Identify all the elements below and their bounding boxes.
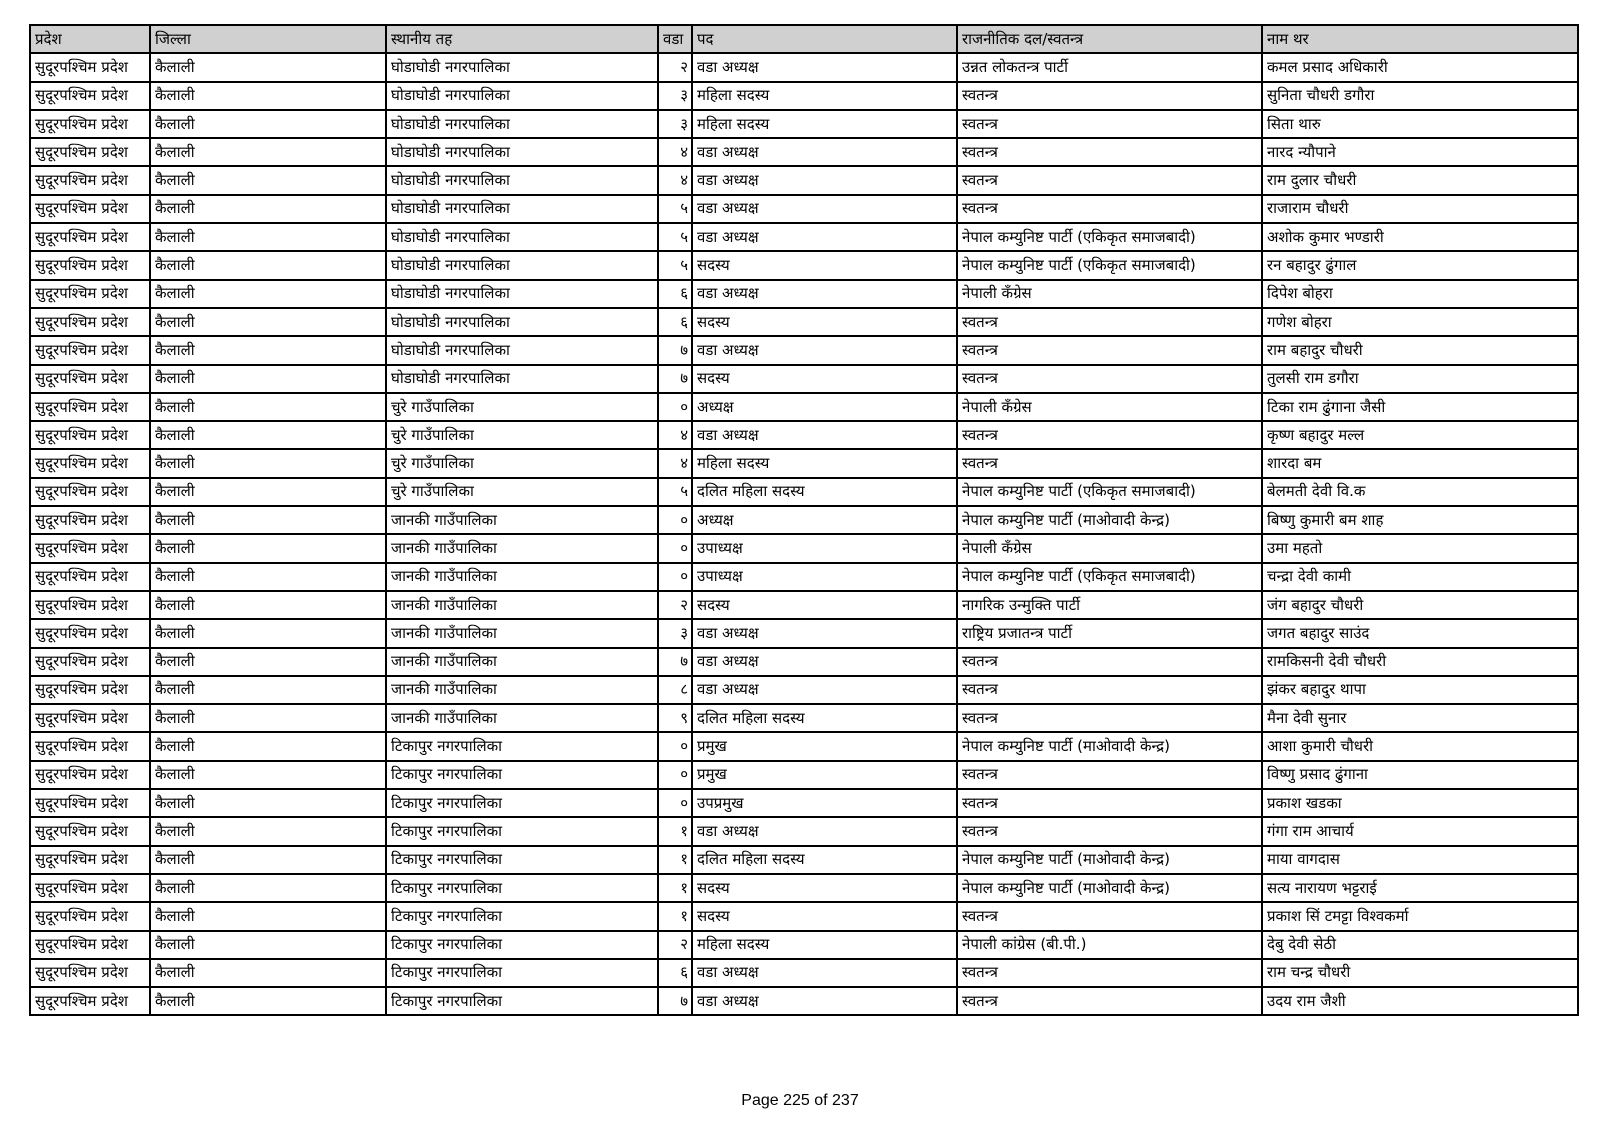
- cell-party: स्वतन्त्र: [957, 449, 1262, 477]
- table-row: [30, 478, 1578, 506]
- cell-name: देबु देवी सेठी: [1262, 931, 1578, 959]
- cell-province: सुदूरपश्चिम प्रदेश: [30, 506, 150, 534]
- cell-party: स्वतन्त्र: [957, 110, 1262, 138]
- table-row: [30, 449, 1578, 477]
- cell-name: प्रकाश खडका: [1262, 789, 1578, 817]
- table-row: [30, 761, 1578, 789]
- cell-district: कैलाली: [150, 789, 386, 817]
- table-row: [30, 846, 1578, 874]
- cell-ward: १: [658, 846, 692, 874]
- cell-name: बिष्णु कुमारी बम शाह: [1262, 506, 1578, 534]
- cell-party: नेपाली कँग्रेस: [957, 534, 1262, 562]
- cell-local-level: टिकापुर नगरपालिका: [386, 817, 658, 845]
- table-row: [30, 336, 1578, 364]
- cell-party: उन्नत लोकतन्त्र पार्टी: [957, 53, 1262, 81]
- cell-party: स्वतन्त्र: [957, 138, 1262, 166]
- cell-district: कैलाली: [150, 421, 386, 449]
- cell-ward: ०: [658, 393, 692, 421]
- cell-province: सुदूरपश्चिम प्रदेश: [30, 336, 150, 364]
- cell-name: तुलसी राम डगौरा: [1262, 365, 1578, 393]
- cell-local-level: जानकी गाउँपालिका: [386, 648, 658, 676]
- cell-party: स्वतन्त्र: [957, 817, 1262, 845]
- cell-local-level: चुरे गाउँपालिका: [386, 478, 658, 506]
- cell-ward: ६: [658, 280, 692, 308]
- cell-ward: १: [658, 817, 692, 845]
- cell-name: झंकर बहादुर थापा: [1262, 676, 1578, 704]
- cell-name: माया वागदास: [1262, 846, 1578, 874]
- cell-province: सुदूरपश्चिम प्रदेश: [30, 478, 150, 506]
- cell-ward: ७: [658, 648, 692, 676]
- header-province: प्रदेश: [30, 25, 150, 53]
- cell-ward: ०: [658, 732, 692, 760]
- cell-province: सुदूरपश्चिम प्रदेश: [30, 987, 150, 1015]
- cell-province: सुदूरपश्चिम प्रदेश: [30, 251, 150, 279]
- cell-post: महिला सदस्य: [692, 82, 957, 110]
- cell-province: सुदूरपश्चिम प्रदेश: [30, 223, 150, 251]
- cell-name: रन बहादुर ढुंगाल: [1262, 251, 1578, 279]
- cell-party: नेपाल कम्युनिष्ट पार्टी (माओवादी केन्द्र): [957, 846, 1262, 874]
- cell-province: सुदूरपश्चिम प्रदेश: [30, 704, 150, 732]
- cell-post: महिला सदस्य: [692, 110, 957, 138]
- cell-local-level: घोडाघोडी नगरपालिका: [386, 138, 658, 166]
- cell-province: सुदूरपश्चिम प्रदेश: [30, 449, 150, 477]
- cell-local-level: जानकी गाउँपालिका: [386, 506, 658, 534]
- cell-local-level: टिकापुर नगरपालिका: [386, 959, 658, 987]
- cell-party: स्वतन्त्र: [957, 959, 1262, 987]
- header-party: राजनीतिक दल/स्वतन्त्र: [957, 25, 1262, 53]
- header-post: पद: [692, 25, 957, 53]
- cell-district: कैलाली: [150, 704, 386, 732]
- cell-local-level: घोडाघोडी नगरपालिका: [386, 82, 658, 110]
- cell-province: सुदूरपश्चिम प्रदेश: [30, 563, 150, 591]
- table-row: [30, 195, 1578, 223]
- cell-post: वडा अध्यक्ष: [692, 280, 957, 308]
- table-row: [30, 817, 1578, 845]
- cell-name: उदय राम जैशी: [1262, 987, 1578, 1015]
- table-row: [30, 138, 1578, 166]
- cell-ward: २: [658, 931, 692, 959]
- header-name: नाम थर: [1262, 25, 1578, 53]
- cell-party: नेपाल कम्युनिष्ट पार्टी (एकिकृत समाजबादी): [957, 478, 1262, 506]
- cell-province: सुदूरपश्चिम प्रदेश: [30, 138, 150, 166]
- table-row: [30, 421, 1578, 449]
- table-row: [30, 365, 1578, 393]
- cell-province: सुदूरपश्चिम प्रदेश: [30, 82, 150, 110]
- cell-local-level: टिकापुर नगरपालिका: [386, 732, 658, 760]
- cell-post: वडा अध्यक्ष: [692, 166, 957, 194]
- cell-local-level: जानकी गाउँपालिका: [386, 563, 658, 591]
- cell-post: वडा अध्यक्ष: [692, 223, 957, 251]
- cell-party: नेपाल कम्युनिष्ट पार्टी (माओवादी केन्द्र): [957, 506, 1262, 534]
- page-footer: Page 225 of 237: [741, 1092, 859, 1109]
- cell-province: सुदूरपश्चिम प्रदेश: [30, 619, 150, 647]
- cell-name: जंग बहादुर चौधरी: [1262, 591, 1578, 619]
- cell-party: स्वतन्त्र: [957, 761, 1262, 789]
- table-row: [30, 902, 1578, 930]
- cell-post: वडा अध्यक्ष: [692, 648, 957, 676]
- cell-name: सिता थारु: [1262, 110, 1578, 138]
- cell-province: सुदूरपश्चिम प्रदेश: [30, 421, 150, 449]
- cell-party: नेपाल कम्युनिष्ट पार्टी (एकिकृत समाजबादी): [957, 251, 1262, 279]
- table-row: [30, 534, 1578, 562]
- table-row: [30, 110, 1578, 138]
- table-row: [30, 959, 1578, 987]
- cell-district: कैलाली: [150, 478, 386, 506]
- cell-party: स्वतन्त्र: [957, 676, 1262, 704]
- cell-post: सदस्य: [692, 591, 957, 619]
- cell-name: नारद न्यौपाने: [1262, 138, 1578, 166]
- cell-district: कैलाली: [150, 365, 386, 393]
- cell-name: जगत बहादुर साउंद: [1262, 619, 1578, 647]
- cell-province: सुदूरपश्चिम प्रदेश: [30, 648, 150, 676]
- cell-ward: २: [658, 53, 692, 81]
- table-row: [30, 166, 1578, 194]
- cell-district: कैलाली: [150, 732, 386, 760]
- table-row: [30, 732, 1578, 760]
- cell-district: कैलाली: [150, 280, 386, 308]
- cell-district: कैलाली: [150, 534, 386, 562]
- table-row: [30, 987, 1578, 1015]
- cell-local-level: जानकी गाउँपालिका: [386, 676, 658, 704]
- cell-name: राजाराम चौधरी: [1262, 195, 1578, 223]
- cell-district: कैलाली: [150, 874, 386, 902]
- cell-name: आशा कुमारी चौधरी: [1262, 732, 1578, 760]
- cell-district: कैलाली: [150, 166, 386, 194]
- cell-local-level: घोडाघोडी नगरपालिका: [386, 53, 658, 81]
- cell-name: रामकिसनी देवी चौधरी: [1262, 648, 1578, 676]
- cell-party: राष्ट्रिय प्रजातन्त्र पार्टी: [957, 619, 1262, 647]
- cell-district: कैलाली: [150, 393, 386, 421]
- cell-district: कैलाली: [150, 195, 386, 223]
- cell-province: सुदूरपश्चिम प्रदेश: [30, 166, 150, 194]
- cell-province: सुदूरपश्चिम प्रदेश: [30, 393, 150, 421]
- cell-local-level: टिकापुर नगरपालिका: [386, 987, 658, 1015]
- cell-local-level: जानकी गाउँपालिका: [386, 704, 658, 732]
- cell-ward: ५: [658, 195, 692, 223]
- cell-district: कैलाली: [150, 846, 386, 874]
- cell-province: सुदूरपश्चिम प्रदेश: [30, 308, 150, 336]
- cell-province: सुदूरपश्चिम प्रदेश: [30, 280, 150, 308]
- cell-province: सुदूरपश्चिम प्रदेश: [30, 110, 150, 138]
- cell-province: सुदूरपश्चिम प्रदेश: [30, 959, 150, 987]
- cell-local-level: घोडाघोडी नगरपालिका: [386, 195, 658, 223]
- cell-district: कैलाली: [150, 959, 386, 987]
- cell-district: कैलाली: [150, 251, 386, 279]
- cell-party: नेपाली कँग्रेस: [957, 280, 1262, 308]
- cell-local-level: चुरे गाउँपालिका: [386, 393, 658, 421]
- cell-province: सुदूरपश्चिम प्रदेश: [30, 732, 150, 760]
- header-row: [30, 25, 1578, 53]
- cell-district: कैलाली: [150, 53, 386, 81]
- cell-province: सुदूरपश्चिम प्रदेश: [30, 931, 150, 959]
- cell-post: महिला सदस्य: [692, 931, 957, 959]
- cell-district: कैलाली: [150, 308, 386, 336]
- cell-local-level: चुरे गाउँपालिका: [386, 421, 658, 449]
- cell-post: सदस्य: [692, 874, 957, 902]
- cell-ward: ७: [658, 987, 692, 1015]
- cell-party: स्वतन्त्र: [957, 365, 1262, 393]
- table-row: [30, 251, 1578, 279]
- cell-ward: ०: [658, 506, 692, 534]
- cell-district: कैलाली: [150, 761, 386, 789]
- cell-post: सदस्य: [692, 251, 957, 279]
- cell-district: कैलाली: [150, 619, 386, 647]
- table-row: [30, 393, 1578, 421]
- cell-local-level: जानकी गाउँपालिका: [386, 619, 658, 647]
- cell-local-level: जानकी गाउँपालिका: [386, 534, 658, 562]
- cell-ward: ३: [658, 110, 692, 138]
- cell-ward: ६: [658, 959, 692, 987]
- cell-name: सुनिता चौधरी डगौरा: [1262, 82, 1578, 110]
- table-row: [30, 308, 1578, 336]
- cell-district: कैलाली: [150, 648, 386, 676]
- cell-party: स्वतन्त्र: [957, 336, 1262, 364]
- cell-post: वडा अध्यक्ष: [692, 987, 957, 1015]
- cell-ward: ३: [658, 619, 692, 647]
- table-row: [30, 619, 1578, 647]
- cell-name: मैना देवी सुनार: [1262, 704, 1578, 732]
- cell-party: नेपाल कम्युनिष्ट पार्टी (माओवादी केन्द्र): [957, 874, 1262, 902]
- cell-name: गंगा राम आचार्य: [1262, 817, 1578, 845]
- cell-local-level: घोडाघोडी नगरपालिका: [386, 280, 658, 308]
- cell-district: कैलाली: [150, 563, 386, 591]
- cell-district: कैलाली: [150, 110, 386, 138]
- cell-name: राम बहादुर चौधरी: [1262, 336, 1578, 364]
- table-row: [30, 704, 1578, 732]
- cell-name: सत्य नारायण भट्टराई: [1262, 874, 1578, 902]
- cell-name: उमा महतो: [1262, 534, 1578, 562]
- table-row: [30, 648, 1578, 676]
- table-row: [30, 82, 1578, 110]
- cell-post: वडा अध्यक्ष: [692, 817, 957, 845]
- cell-ward: ५: [658, 223, 692, 251]
- cell-district: कैलाली: [150, 591, 386, 619]
- cell-local-level: जानकी गाउँपालिका: [386, 591, 658, 619]
- cell-ward: ०: [658, 534, 692, 562]
- cell-local-level: घोडाघोडी नगरपालिका: [386, 166, 658, 194]
- cell-party: नेपाली कँग्रेस: [957, 393, 1262, 421]
- cell-district: कैलाली: [150, 817, 386, 845]
- cell-party: स्वतन्त्र: [957, 166, 1262, 194]
- cell-post: वडा अध्यक्ष: [692, 619, 957, 647]
- cell-post: वडा अध्यक्ष: [692, 53, 957, 81]
- table-row: [30, 223, 1578, 251]
- cell-ward: ४: [658, 421, 692, 449]
- table-row: [30, 280, 1578, 308]
- cell-party: स्वतन्त्र: [957, 902, 1262, 930]
- cell-local-level: घोडाघोडी नगरपालिका: [386, 308, 658, 336]
- cell-post: उपाध्यक्ष: [692, 534, 957, 562]
- cell-party: स्वतन्त्र: [957, 648, 1262, 676]
- cell-party: स्वतन्त्र: [957, 82, 1262, 110]
- cell-post: दलित महिला सदस्य: [692, 846, 957, 874]
- cell-post: वडा अध्यक्ष: [692, 195, 957, 223]
- cell-local-level: टिकापुर नगरपालिका: [386, 902, 658, 930]
- cell-name: कृष्ण बहादुर मल्ल: [1262, 421, 1578, 449]
- cell-ward: ४: [658, 449, 692, 477]
- cell-post: उपप्रमुख: [692, 789, 957, 817]
- cell-province: सुदूरपश्चिम प्रदेश: [30, 591, 150, 619]
- header-district: जिल्ला: [150, 25, 386, 53]
- cell-ward: २: [658, 591, 692, 619]
- cell-district: कैलाली: [150, 676, 386, 704]
- cell-post: सदस्य: [692, 902, 957, 930]
- cell-ward: ५: [658, 478, 692, 506]
- cell-post: दलित महिला सदस्य: [692, 478, 957, 506]
- cell-district: कैलाली: [150, 506, 386, 534]
- cell-party: नेपाल कम्युनिष्ट पार्टी (एकिकृत समाजबादी): [957, 223, 1262, 251]
- cell-ward: ५: [658, 251, 692, 279]
- cell-name: टिका राम ढुंगाना जैसी: [1262, 393, 1578, 421]
- cell-local-level: घोडाघोडी नगरपालिका: [386, 223, 658, 251]
- cell-district: कैलाली: [150, 931, 386, 959]
- cell-province: सुदूरपश्चिम प्रदेश: [30, 789, 150, 817]
- cell-ward: ६: [658, 308, 692, 336]
- cell-post: दलित महिला सदस्य: [692, 704, 957, 732]
- cell-district: कैलाली: [150, 449, 386, 477]
- cell-ward: १: [658, 874, 692, 902]
- header-local-level: स्थानीय तह: [386, 25, 658, 53]
- cell-name: प्रकाश सिं टमट्टा विश्वकर्मा: [1262, 902, 1578, 930]
- cell-district: कैलाली: [150, 82, 386, 110]
- cell-post: वडा अध्यक्ष: [692, 421, 957, 449]
- cell-local-level: घोडाघोडी नगरपालिका: [386, 251, 658, 279]
- cell-name: राम दुलार चौधरी: [1262, 166, 1578, 194]
- cell-post: सदस्य: [692, 308, 957, 336]
- cell-province: सुदूरपश्चिम प्रदेश: [30, 53, 150, 81]
- cell-name: चन्द्रा देवी कामी: [1262, 563, 1578, 591]
- cell-ward: १: [658, 902, 692, 930]
- cell-province: सुदूरपश्चिम प्रदेश: [30, 676, 150, 704]
- cell-post: अध्यक्ष: [692, 506, 957, 534]
- cell-party: स्वतन्त्र: [957, 195, 1262, 223]
- cell-local-level: टिकापुर नगरपालिका: [386, 789, 658, 817]
- cell-ward: ०: [658, 789, 692, 817]
- cell-ward: ८: [658, 676, 692, 704]
- cell-ward: ९: [658, 704, 692, 732]
- cell-post: वडा अध्यक्ष: [692, 676, 957, 704]
- cell-local-level: घोडाघोडी नगरपालिका: [386, 336, 658, 364]
- cell-ward: ०: [658, 563, 692, 591]
- cell-ward: ३: [658, 82, 692, 110]
- cell-ward: ४: [658, 138, 692, 166]
- cell-post: उपाध्यक्ष: [692, 563, 957, 591]
- cell-ward: ७: [658, 365, 692, 393]
- table-row: [30, 676, 1578, 704]
- cell-post: वडा अध्यक्ष: [692, 138, 957, 166]
- cell-local-level: चुरे गाउँपालिका: [386, 449, 658, 477]
- cell-post: अध्यक्ष: [692, 393, 957, 421]
- table-row: [30, 789, 1578, 817]
- cell-party: स्वतन्त्र: [957, 987, 1262, 1015]
- table-row: [30, 874, 1578, 902]
- cell-party: स्वतन्त्र: [957, 789, 1262, 817]
- cell-post: महिला सदस्य: [692, 449, 957, 477]
- table-body: [30, 53, 1578, 1015]
- cell-post: प्रमुख: [692, 732, 957, 760]
- cell-province: सुदूरपश्चिम प्रदेश: [30, 846, 150, 874]
- cell-local-level: घोडाघोडी नगरपालिका: [386, 110, 658, 138]
- cell-local-level: टिकापुर नगरपालिका: [386, 874, 658, 902]
- cell-local-level: टिकापुर नगरपालिका: [386, 846, 658, 874]
- cell-province: सुदूरपश्चिम प्रदेश: [30, 817, 150, 845]
- cell-name: कमल प्रसाद अधिकारी: [1262, 53, 1578, 81]
- cell-party: स्वतन्त्र: [957, 421, 1262, 449]
- cell-local-level: टिकापुर नगरपालिका: [386, 761, 658, 789]
- cell-name: दिपेश बोहरा: [1262, 280, 1578, 308]
- cell-local-level: टिकापुर नगरपालिका: [386, 931, 658, 959]
- cell-party: नागरिक उन्मुक्ति पार्टी: [957, 591, 1262, 619]
- results-table: [29, 24, 1579, 1016]
- header-ward: वडा: [658, 25, 692, 53]
- cell-party: नेपाल कम्युनिष्ट पार्टी (माओवादी केन्द्र): [957, 732, 1262, 760]
- cell-post: वडा अध्यक्ष: [692, 336, 957, 364]
- cell-party: स्वतन्त्र: [957, 308, 1262, 336]
- cell-post: वडा अध्यक्ष: [692, 959, 957, 987]
- cell-name: विष्णु प्रसाद ढुंगाना: [1262, 761, 1578, 789]
- cell-local-level: घोडाघोडी नगरपालिका: [386, 365, 658, 393]
- cell-district: कैलाली: [150, 223, 386, 251]
- table-row: [30, 591, 1578, 619]
- cell-name: गणेश बोहरा: [1262, 308, 1578, 336]
- cell-province: सुदूरपश्चिम प्रदेश: [30, 902, 150, 930]
- table-row: [30, 931, 1578, 959]
- cell-post: प्रमुख: [692, 761, 957, 789]
- cell-post: सदस्य: [692, 365, 957, 393]
- cell-name: अशोक कुमार भण्डारी: [1262, 223, 1578, 251]
- cell-name: राम चन्द्र चौधरी: [1262, 959, 1578, 987]
- cell-party: नेपाल कम्युनिष्ट पार्टी (एकिकृत समाजबादी): [957, 563, 1262, 591]
- cell-district: कैलाली: [150, 902, 386, 930]
- cell-name: बेलमती देवी वि.क: [1262, 478, 1578, 506]
- cell-ward: ४: [658, 166, 692, 194]
- cell-district: कैलाली: [150, 987, 386, 1015]
- cell-party: स्वतन्त्र: [957, 704, 1262, 732]
- cell-ward: ०: [658, 761, 692, 789]
- cell-province: सुदूरपश्चिम प्रदेश: [30, 874, 150, 902]
- table-row: [30, 53, 1578, 81]
- cell-name: शारदा बम: [1262, 449, 1578, 477]
- table-row: [30, 506, 1578, 534]
- table-row: [30, 563, 1578, 591]
- cell-province: सुदूरपश्चिम प्रदेश: [30, 195, 150, 223]
- cell-province: सुदूरपश्चिम प्रदेश: [30, 761, 150, 789]
- cell-province: सुदूरपश्चिम प्रदेश: [30, 365, 150, 393]
- cell-province: सुदूरपश्चिम प्रदेश: [30, 534, 150, 562]
- cell-district: कैलाली: [150, 138, 386, 166]
- cell-ward: ७: [658, 336, 692, 364]
- cell-party: नेपाली कांग्रेस (बी.पी.): [957, 931, 1262, 959]
- cell-district: कैलाली: [150, 336, 386, 364]
